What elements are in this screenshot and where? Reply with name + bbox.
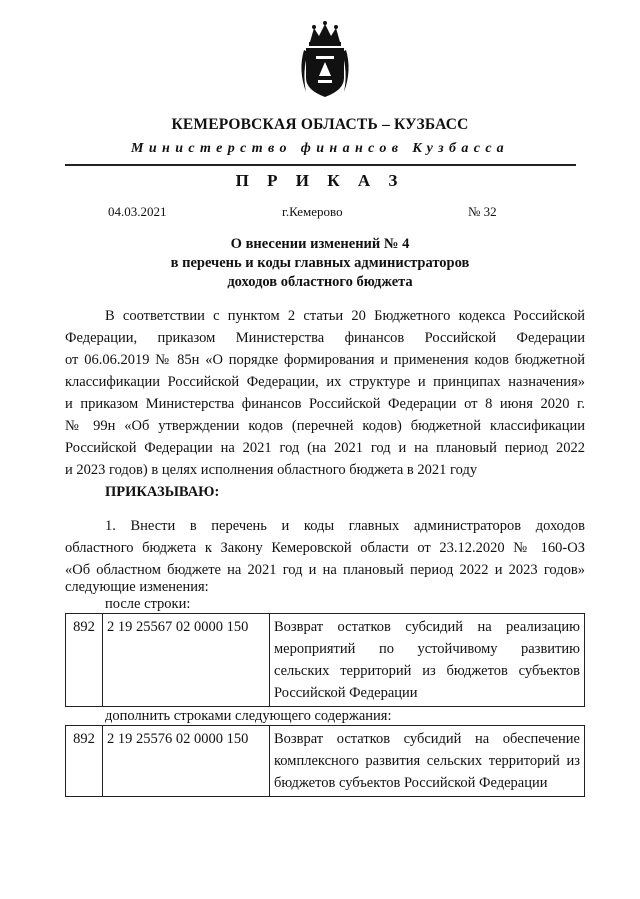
admin-code-cell: 892: [66, 726, 103, 797]
document-title-line: доходов областного бюджета: [227, 274, 413, 290]
preamble-line: Федерации, приказом Министерства финансов Российской Федерации: [65, 330, 585, 346]
item1-line: следующие изменения:: [65, 579, 209, 595]
kuzbass-coat-of-arms-icon: [296, 20, 354, 100]
document-city: г.Кемерово: [282, 204, 343, 219]
document-type: П Р И К А З: [235, 171, 405, 190]
after-row-label: после строки:: [105, 596, 191, 612]
revenue-name-cell: [270, 614, 585, 707]
add-rows-label: дополнить строками следующего содержания:: [105, 708, 392, 724]
decree-heading: ПРИКАЗЫВАЮ:: [105, 484, 220, 500]
preamble-line: классификации Российской Федерации, их структуре и принципах назначения»: [65, 374, 585, 390]
existing-row-table: [65, 613, 585, 707]
document-date: 04.03.2021: [108, 204, 167, 219]
admin-code-cell: 892: [66, 614, 103, 707]
document-number: № 32: [468, 204, 497, 219]
revenue-name-line: Российской Федерации: [274, 685, 418, 701]
item1-line: «Об областном бюджете на 2021 год и на плановый период 2022 и 2023 годов»: [65, 562, 585, 578]
revenue-name-line: Возврат остатков субсидий на реализацию: [274, 619, 580, 635]
item1-line: 1. Внести в перечень и коды главных администраторов доходов: [105, 518, 585, 534]
budget-code-cell: 2 19 25567 02 0000 150: [103, 614, 270, 707]
table-row: [66, 614, 585, 707]
preamble-line: Российской Федерации на 2021 год (на 2021 год и на плановый период 2022: [65, 440, 585, 456]
revenue-name-cell: [270, 726, 585, 797]
revenue-name-line: сельских территорий из бюджетов субъектов: [274, 663, 580, 679]
ministry-name: Министерство финансов Кузбасса: [130, 141, 509, 156]
preamble-line: и приказом Министерства финансов Российской Федерации от 8 июня 2020 г.: [65, 396, 585, 412]
table-row: [66, 726, 585, 797]
item1-line: областного бюджета к Закону Кемеровской области от 23.12.2020 № 160-ОЗ: [65, 540, 585, 556]
preamble-line: и 2023 годов) в целях исполнения областного бюджета в 2021 году: [65, 462, 478, 478]
budget-code-cell: 2 19 25576 02 0000 150: [103, 726, 270, 797]
preamble-line: № 99н «Об утверждении кодов (перечней кодов) бюджетной классификации: [65, 418, 585, 434]
new-row-table: [65, 725, 585, 797]
header-divider: [65, 164, 576, 166]
document-title-line: О внесении изменений № 4: [230, 236, 410, 252]
region-name: КЕМЕРОВСКАЯ ОБЛАСТЬ – КУЗБАСС: [171, 116, 469, 133]
preamble-line: от 06.06.2019 № 85н «О порядке формирования и применения кодов бюджетной: [65, 352, 585, 368]
revenue-name-line: мероприятий по устойчивому развитию: [274, 641, 580, 657]
document-title-line: в перечень и коды главных администраторов: [170, 255, 470, 271]
preamble-line: В соответствии с пунктом 2 статьи 20 Бюджетного кодекса Российской: [105, 308, 585, 324]
revenue-name-line: бюджетов субъектов Российской Федерации: [274, 775, 548, 791]
revenue-name-line: Возврат остатков субсидий на обеспечение: [274, 731, 580, 747]
revenue-name-line: комплексного развития сельских территорий из: [274, 753, 580, 769]
